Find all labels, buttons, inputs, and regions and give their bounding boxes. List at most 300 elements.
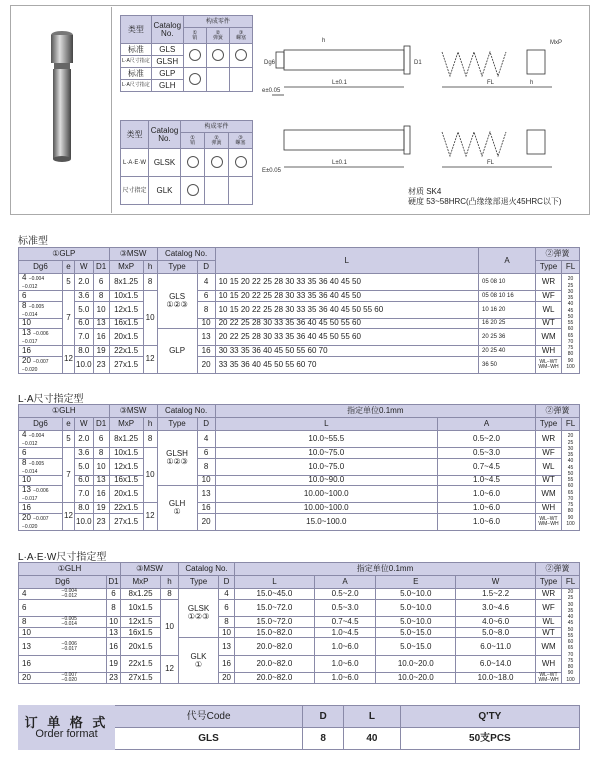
- order-L-value: 40: [344, 728, 401, 750]
- a-cell: 1.0~6.0: [314, 638, 376, 655]
- d1-cell: 10: [93, 301, 109, 318]
- dg6-cell: 4 −0.004 −0.012: [19, 274, 63, 291]
- mxp-cell: 16x1.5: [121, 627, 161, 638]
- D-cell: 6: [197, 448, 215, 459]
- l-cell: 10 15 20 22 25 28 30 33 35 36 40 45 50: [215, 274, 478, 291]
- l-cell: 15.0~100.0: [215, 513, 437, 530]
- type-cell: 尺寸指定: [121, 177, 149, 205]
- order-col-D: D: [303, 706, 344, 728]
- type-a-cell: GLSH ①②③: [157, 431, 197, 486]
- fl-cell: 20 25 30 35 40 45 50 55 60 65 70 75 80 90 100: [562, 274, 580, 374]
- col-type: Type: [157, 261, 197, 274]
- l-cell: 15.0~82.0: [235, 627, 315, 638]
- h-cell: 10: [143, 291, 157, 346]
- spring-type-cell: WT: [536, 318, 562, 329]
- type-a-cell: GLS ①②③: [157, 274, 197, 329]
- col-dg6: Dg6: [19, 261, 63, 274]
- e-cell: 5: [63, 431, 75, 448]
- technical-drawing: [262, 12, 587, 192]
- code-cell: GLH: [151, 80, 183, 92]
- col-l: L: [215, 248, 478, 274]
- col-pin: ① 销: [183, 28, 206, 44]
- code-cell: GLSH: [151, 56, 183, 68]
- D-cell: 13: [197, 486, 215, 503]
- D-cell: 8: [197, 301, 215, 318]
- dg6-cell: 16: [19, 655, 33, 672]
- col-h: h: [143, 418, 157, 431]
- order-label-en: Order format: [35, 727, 98, 740]
- d1-cell: 13: [93, 318, 109, 329]
- l-cell: 20.0~82.0: [235, 638, 315, 655]
- section-title-la: L·A尺寸指定型: [18, 394, 84, 405]
- mxp-cell: 8x1.25: [121, 589, 161, 600]
- dg6-cell: 20 −0.007 −0.020: [19, 513, 63, 530]
- l-cell: 10.00~100.0: [215, 503, 437, 514]
- col-unit: 指定单位0.1mm: [235, 563, 536, 576]
- w-cell: 6.0: [75, 318, 94, 329]
- a-cell: 0.5~3.0: [438, 448, 536, 459]
- spring-type-cell: WH: [536, 655, 562, 672]
- w-cell: 8.0: [75, 503, 94, 514]
- D-cell: 16: [197, 503, 215, 514]
- mxp-cell: 10x1.5: [109, 291, 143, 302]
- spring-type-cell: WT: [536, 627, 562, 638]
- spring-type-cell: WF: [536, 448, 562, 459]
- col-spring: ②弹簧: [536, 405, 580, 418]
- l-label-2: L±0.1: [332, 160, 347, 166]
- e-cell: 12: [63, 346, 75, 374]
- e-dim-cell: 10.0~20.0: [376, 655, 456, 672]
- col-spring-type: Type: [536, 576, 562, 589]
- D-cell: 13: [219, 638, 235, 655]
- order-col-qty: Q'TY: [400, 706, 579, 728]
- l-cell: 10 15 20 22 25 28 30 33 35 36 40 45 50: [215, 291, 478, 302]
- d1-cell: 6: [93, 274, 109, 291]
- circle-icon: [235, 156, 247, 168]
- h-cell: 8: [143, 431, 157, 448]
- h-cell: 10: [143, 448, 157, 503]
- spring-type-cell: WM: [536, 486, 562, 503]
- section-title-laew: L·A·E·W尺寸指定型: [18, 552, 107, 563]
- col-type: Type: [179, 576, 219, 589]
- col-mxp: MxP: [109, 418, 143, 431]
- w-dim-cell: 4.0~6.0: [456, 616, 536, 627]
- col-mxp: MxP: [109, 261, 143, 274]
- col-glh: ①GLH: [19, 563, 121, 576]
- material-line: 材质 SK4: [408, 187, 442, 196]
- spring-type-cell: WL−WT WM−WH: [536, 513, 562, 530]
- d1-cell: 8: [107, 600, 121, 617]
- material-note: [408, 187, 562, 208]
- d1-cell: 23: [93, 356, 109, 373]
- D-cell: 20: [197, 513, 215, 530]
- col-spring: ② 弹簧: [206, 28, 229, 44]
- d1-cell: 16: [93, 486, 109, 503]
- dg6-cell: 16: [19, 503, 63, 514]
- D-cell: 10: [197, 475, 215, 486]
- mxp-cell: 27x1.5: [109, 513, 143, 530]
- d1-cell: 16: [107, 638, 121, 655]
- code-cell: GLP: [151, 68, 183, 80]
- order-qty-value: 50支PCS: [400, 728, 579, 750]
- l-cell: 15.0~72.0: [235, 616, 315, 627]
- col-msw: ③MSW: [121, 563, 179, 576]
- l-label: L±0.1: [332, 80, 347, 86]
- col-l: L: [215, 418, 437, 431]
- tol-label: h: [322, 38, 326, 44]
- la-table: [18, 404, 580, 531]
- a-cell: 1.0~6.0: [314, 655, 376, 672]
- a-cell: 0.5~2.0: [438, 431, 536, 448]
- order-label: [19, 706, 115, 750]
- type-cell: 标准: [121, 68, 152, 80]
- dg6-cell: 10: [19, 318, 63, 329]
- col-spring: ②弹簧: [536, 563, 580, 576]
- w-cell: 7.0: [75, 486, 94, 503]
- l-cell: 33 35 36 40 45 50 55 60 70: [215, 356, 478, 373]
- e-cell: 12: [63, 503, 75, 531]
- l-cell: 20 22 25 28 30 33 35 36 40 45 50 55 60: [215, 329, 478, 346]
- col-e-dim: E: [376, 576, 456, 589]
- mxp-cell: 8x1.25: [109, 274, 143, 291]
- spring-type-cell: WR: [536, 274, 562, 291]
- col-type: Type: [157, 418, 197, 431]
- col-type: 类型: [121, 16, 152, 44]
- a-cell: 1.0~6.0: [438, 513, 536, 530]
- col-catalog: Catalog No.: [157, 405, 215, 418]
- D-cell: 10: [197, 318, 215, 329]
- D-cell: 10: [219, 627, 235, 638]
- spring-type-cell: WL: [536, 616, 562, 627]
- D-cell: 6: [197, 291, 215, 302]
- col-a: A: [478, 248, 535, 274]
- l-cell: 15.0~45.0: [235, 589, 315, 600]
- spring-type-cell: WL: [536, 301, 562, 318]
- col-d1: D1: [93, 418, 109, 431]
- order-D-value: 8: [303, 728, 344, 750]
- w-dim-cell: 10.0~18.0: [456, 672, 536, 683]
- a-cell: 36 50: [478, 356, 535, 373]
- fl-label: FL: [487, 80, 495, 86]
- w-dim-cell: 6.0~11.0: [456, 638, 536, 655]
- type-cell: L·A尺寸指定: [121, 80, 152, 92]
- catalog-table-1: [120, 15, 253, 92]
- mxp-cell: 16x1.5: [109, 475, 143, 486]
- spring-type-cell: WH: [536, 346, 562, 357]
- e-cell: 7: [63, 291, 75, 346]
- circle-icon: [187, 156, 199, 168]
- tol-cell: −0.004 −0.012: [33, 589, 107, 600]
- tol-cell: −0.006 −0.017: [33, 638, 107, 655]
- col-spring: ② 弹簧: [205, 133, 229, 149]
- tol-cell: −0.007 −0.020: [33, 672, 107, 683]
- product-photo: [12, 7, 112, 213]
- mxp-cell: 27x1.5: [109, 356, 143, 373]
- mxp-cell: 22x1.5: [109, 346, 143, 357]
- circle-icon: [212, 49, 224, 61]
- e-dim-cell: 5.0~10.0: [376, 589, 456, 600]
- l-cell: 10.0~90.0: [215, 475, 437, 486]
- type-b-cell: GLK ①: [179, 638, 219, 683]
- col-e: e: [63, 418, 75, 431]
- order-col-code: 代号Code: [115, 706, 303, 728]
- D-cell: 16: [219, 655, 235, 672]
- e-dim-cell: 5.0~15.0: [376, 638, 456, 655]
- col-w: W: [75, 418, 94, 431]
- dg6-cell: 8 −0.005 −0.014: [19, 301, 63, 318]
- col-a: A: [314, 576, 376, 589]
- spring-type-cell: WF: [536, 291, 562, 302]
- code-cell: GLSK: [149, 149, 181, 177]
- tol-cell: −0.005 −0.014: [33, 616, 107, 627]
- spring-type-cell: WM: [536, 638, 562, 655]
- a-cell: 20 25 40: [478, 346, 535, 357]
- dg6-cell: 8 −0.005 −0.014: [19, 458, 63, 475]
- D-cell: 20: [197, 356, 215, 373]
- e-dim-cell: 5.0~10.0: [376, 616, 456, 627]
- h-cell: 12: [161, 655, 179, 683]
- spring-type-cell: WT: [536, 475, 562, 486]
- w-cell: 7.0: [75, 329, 94, 346]
- D-cell: 4: [219, 589, 235, 600]
- col-parts: 构成零件: [181, 121, 253, 133]
- dg6-cell: 13 −0.006 −0.017: [19, 486, 63, 503]
- h-cell: 10: [161, 600, 179, 656]
- dg6-cell: 8: [19, 616, 33, 627]
- d1-cell: 8: [93, 448, 109, 459]
- l-cell: 10.00~100.0: [215, 486, 437, 503]
- col-catalog: Catalog No.: [151, 16, 183, 44]
- dg6-cell: 4 −0.004 −0.012: [19, 431, 63, 448]
- D-cell: 20: [219, 672, 235, 683]
- mxp-cell: 27x1.5: [121, 672, 161, 683]
- w-dim-cell: 1.5~2.2: [456, 589, 536, 600]
- a-cell: 1.0~4.5: [438, 475, 536, 486]
- mxp-cell: 12x1.5: [109, 458, 143, 475]
- col-type: 类型: [121, 121, 149, 149]
- circle-icon: [189, 73, 201, 85]
- e-label: e±0.05: [262, 88, 281, 94]
- d1-cell: 13: [93, 475, 109, 486]
- mxp-cell: 10x1.5: [121, 600, 161, 617]
- col-h: h: [143, 261, 157, 274]
- mxp-cell: 20x1.5: [109, 329, 143, 346]
- l-cell: 15.0~72.0: [235, 600, 315, 617]
- circle-icon: [189, 49, 201, 61]
- a-cell: 1.0~4.5: [314, 627, 376, 638]
- e-cell: 5: [63, 274, 75, 291]
- laew-table: [18, 562, 580, 684]
- col-pin: ① 销: [181, 133, 205, 149]
- mxp-cell: 20x1.5: [109, 486, 143, 503]
- spring-type-cell: WL: [536, 458, 562, 475]
- col-a: A: [438, 418, 536, 431]
- dg6-cell: 20: [19, 672, 33, 683]
- a-cell: 1.0~6.0: [438, 503, 536, 514]
- spring-type-cell: WF: [536, 600, 562, 617]
- spring-type-cell: WR: [536, 431, 562, 448]
- spring-type-cell: WL−WT WM−WH: [536, 672, 562, 683]
- dg6-cell: 6: [19, 291, 63, 302]
- type-cell: L·A尺寸指定: [121, 56, 152, 68]
- col-l: L: [235, 576, 315, 589]
- d1-cell: 16: [93, 329, 109, 346]
- catalog-table-2: [120, 120, 253, 205]
- col-D: D: [197, 418, 215, 431]
- a-cell: 10 16 20: [478, 301, 535, 318]
- spring-type-cell: WR: [536, 589, 562, 600]
- d1-cell: 6: [93, 431, 109, 448]
- fl-cell: 20 25 30 35 40 45 50 55 60 65 70 75 80 90 100: [562, 431, 580, 531]
- col-screw: ③ 螺塞: [229, 133, 253, 149]
- w-dim-cell: 6.0~14.0: [456, 655, 536, 672]
- w-cell: 5.0: [75, 301, 94, 318]
- h-cell: 8: [143, 274, 157, 291]
- d1-cell: 13: [107, 627, 121, 638]
- hardness-line: 硬度 53~58HRC(凸缘缘部退火45HRC以下): [408, 197, 562, 207]
- dg6-cell: 10: [19, 627, 33, 638]
- d1-cell: 19: [93, 503, 109, 514]
- spring-type-cell: WH: [536, 503, 562, 514]
- col-catalog: Catalog No.: [179, 563, 235, 576]
- w-cell: 5.0: [75, 458, 94, 475]
- col-fl: FL: [562, 418, 580, 431]
- col-dg6: Dg6: [19, 418, 63, 431]
- order-col-L: L: [344, 706, 401, 728]
- a-cell: 0.7~4.5: [314, 616, 376, 627]
- dg6-cell: 13 −0.006 −0.017: [19, 329, 63, 346]
- col-w-dim: W: [456, 576, 536, 589]
- col-mxp: MxP: [121, 576, 161, 589]
- spring-type-cell: WL−WT WM−WH: [536, 356, 562, 373]
- a-cell: 1.0~6.0: [438, 486, 536, 503]
- fl-label-2: FL: [487, 160, 495, 166]
- d1-cell: 23: [93, 513, 109, 530]
- mxp-cell: 12x1.5: [109, 301, 143, 318]
- l-cell: 30 33 35 36 40 45 50 55 60 70: [215, 346, 478, 357]
- dg6-label: Dg6: [264, 60, 276, 66]
- D-cell: 13: [197, 329, 215, 346]
- col-fl: FL: [562, 261, 580, 274]
- circle-icon: [235, 49, 247, 61]
- spring-type-cell: WM: [536, 329, 562, 346]
- D-cell: 16: [197, 346, 215, 357]
- mxp-cell: 8x1.25: [109, 431, 143, 448]
- d1-cell: 6: [107, 589, 121, 600]
- col-spring-type: Type: [536, 261, 562, 274]
- w-cell: 10.0: [75, 356, 94, 373]
- order-label-cn: 订 单 格 式: [24, 714, 109, 730]
- type-cell: L·A·E·W: [121, 149, 149, 177]
- type-a-cell: GLSK ①②③: [179, 589, 219, 638]
- w-dim-cell: 5.0~8.0: [456, 627, 536, 638]
- e-dim-cell: 10.0~20.0: [376, 672, 456, 683]
- e-dim-cell: 5.0~10.0: [376, 600, 456, 617]
- order-code-value: GLS: [115, 728, 303, 750]
- col-dg6: Dg6: [19, 576, 107, 589]
- a-cell: 0.5~2.0: [314, 589, 376, 600]
- col-glh: ①GLH: [19, 405, 110, 418]
- col-msw: ③MSW: [109, 248, 157, 261]
- col-fl: FL: [562, 576, 580, 589]
- h-label: h: [530, 80, 534, 86]
- D-cell: 4: [197, 274, 215, 291]
- d1-cell: 19: [93, 346, 109, 357]
- col-w: W: [75, 261, 94, 274]
- w-cell: 10.0: [75, 513, 94, 530]
- type-b-cell: GLP: [157, 329, 197, 374]
- dg6-cell: 10: [19, 475, 63, 486]
- col-catalog: Catalog No.: [157, 248, 215, 261]
- d1-cell: 10: [93, 458, 109, 475]
- guide-pin-image: [12, 7, 112, 213]
- col-screw: ③ 螺塞: [229, 28, 252, 44]
- l-cell: 10.0~75.0: [215, 448, 437, 459]
- col-D: D: [219, 576, 235, 589]
- col-D: D: [197, 261, 215, 274]
- fl-cell: 20 25 30 35 40 45 50 55 60 65 70 75 80 90 100: [562, 589, 580, 684]
- h-cell: 12: [143, 503, 157, 531]
- w-cell: 6.0: [75, 475, 94, 486]
- d1-label: D1: [414, 60, 422, 66]
- D-cell: 8: [219, 616, 235, 627]
- mxp-cell: 10x1.5: [109, 448, 143, 459]
- dg6-cell: 6: [19, 448, 63, 459]
- dg6-cell: 16: [19, 346, 63, 357]
- mxp-cell: 20x1.5: [121, 638, 161, 655]
- col-d1: D1: [107, 576, 121, 589]
- mxp-cell: 16x1.5: [109, 318, 143, 329]
- mxp-cell: 22x1.5: [121, 655, 161, 672]
- w-cell: 2.0: [75, 431, 94, 448]
- dg6-cell: 6: [19, 600, 33, 617]
- d1-cell: 23: [107, 672, 121, 683]
- a-cell: 05 08 10 16: [478, 291, 535, 302]
- d1-cell: 10: [107, 616, 121, 627]
- col-parts: 构成零件: [183, 16, 252, 28]
- col-spring-type: Type: [536, 418, 562, 431]
- col-glp: ①GLP: [19, 248, 110, 261]
- l-cell: 10 15 20 22 25 28 30 33 35 36 40 45 50 55 60: [215, 301, 478, 318]
- d1-cell: 19: [107, 655, 121, 672]
- D-cell: 6: [219, 600, 235, 617]
- col-d1: D1: [93, 261, 109, 274]
- mxp-label: MxP: [550, 40, 562, 46]
- a-cell: 16 20 25: [478, 318, 535, 329]
- dg6-cell: 4: [19, 589, 33, 600]
- e-dim-cell: 5.0~15.0: [376, 627, 456, 638]
- w-cell: 8.0: [75, 346, 94, 357]
- E-label: E±0.05: [262, 168, 281, 174]
- col-msw: ③MSW: [109, 405, 157, 418]
- order-format-table: [18, 705, 580, 750]
- col-h: h: [161, 576, 179, 589]
- mxp-cell: 12x1.5: [121, 616, 161, 627]
- type-cell: 标准: [121, 44, 152, 56]
- code-cell: GLK: [149, 177, 181, 205]
- D-cell: 4: [197, 431, 215, 448]
- w-cell: 3.6: [75, 448, 94, 459]
- a-cell: 0.7~4.5: [438, 458, 536, 475]
- w-cell: 2.0: [75, 274, 94, 291]
- col-e: e: [63, 261, 75, 274]
- type-b-cell: GLH ①: [157, 486, 197, 531]
- e-cell: 7: [63, 448, 75, 503]
- code-cell: GLS: [151, 44, 183, 56]
- standard-table: [18, 247, 580, 374]
- l-cell: 10.0~55.5: [215, 431, 437, 448]
- section-title-standard: 标准型: [18, 236, 48, 247]
